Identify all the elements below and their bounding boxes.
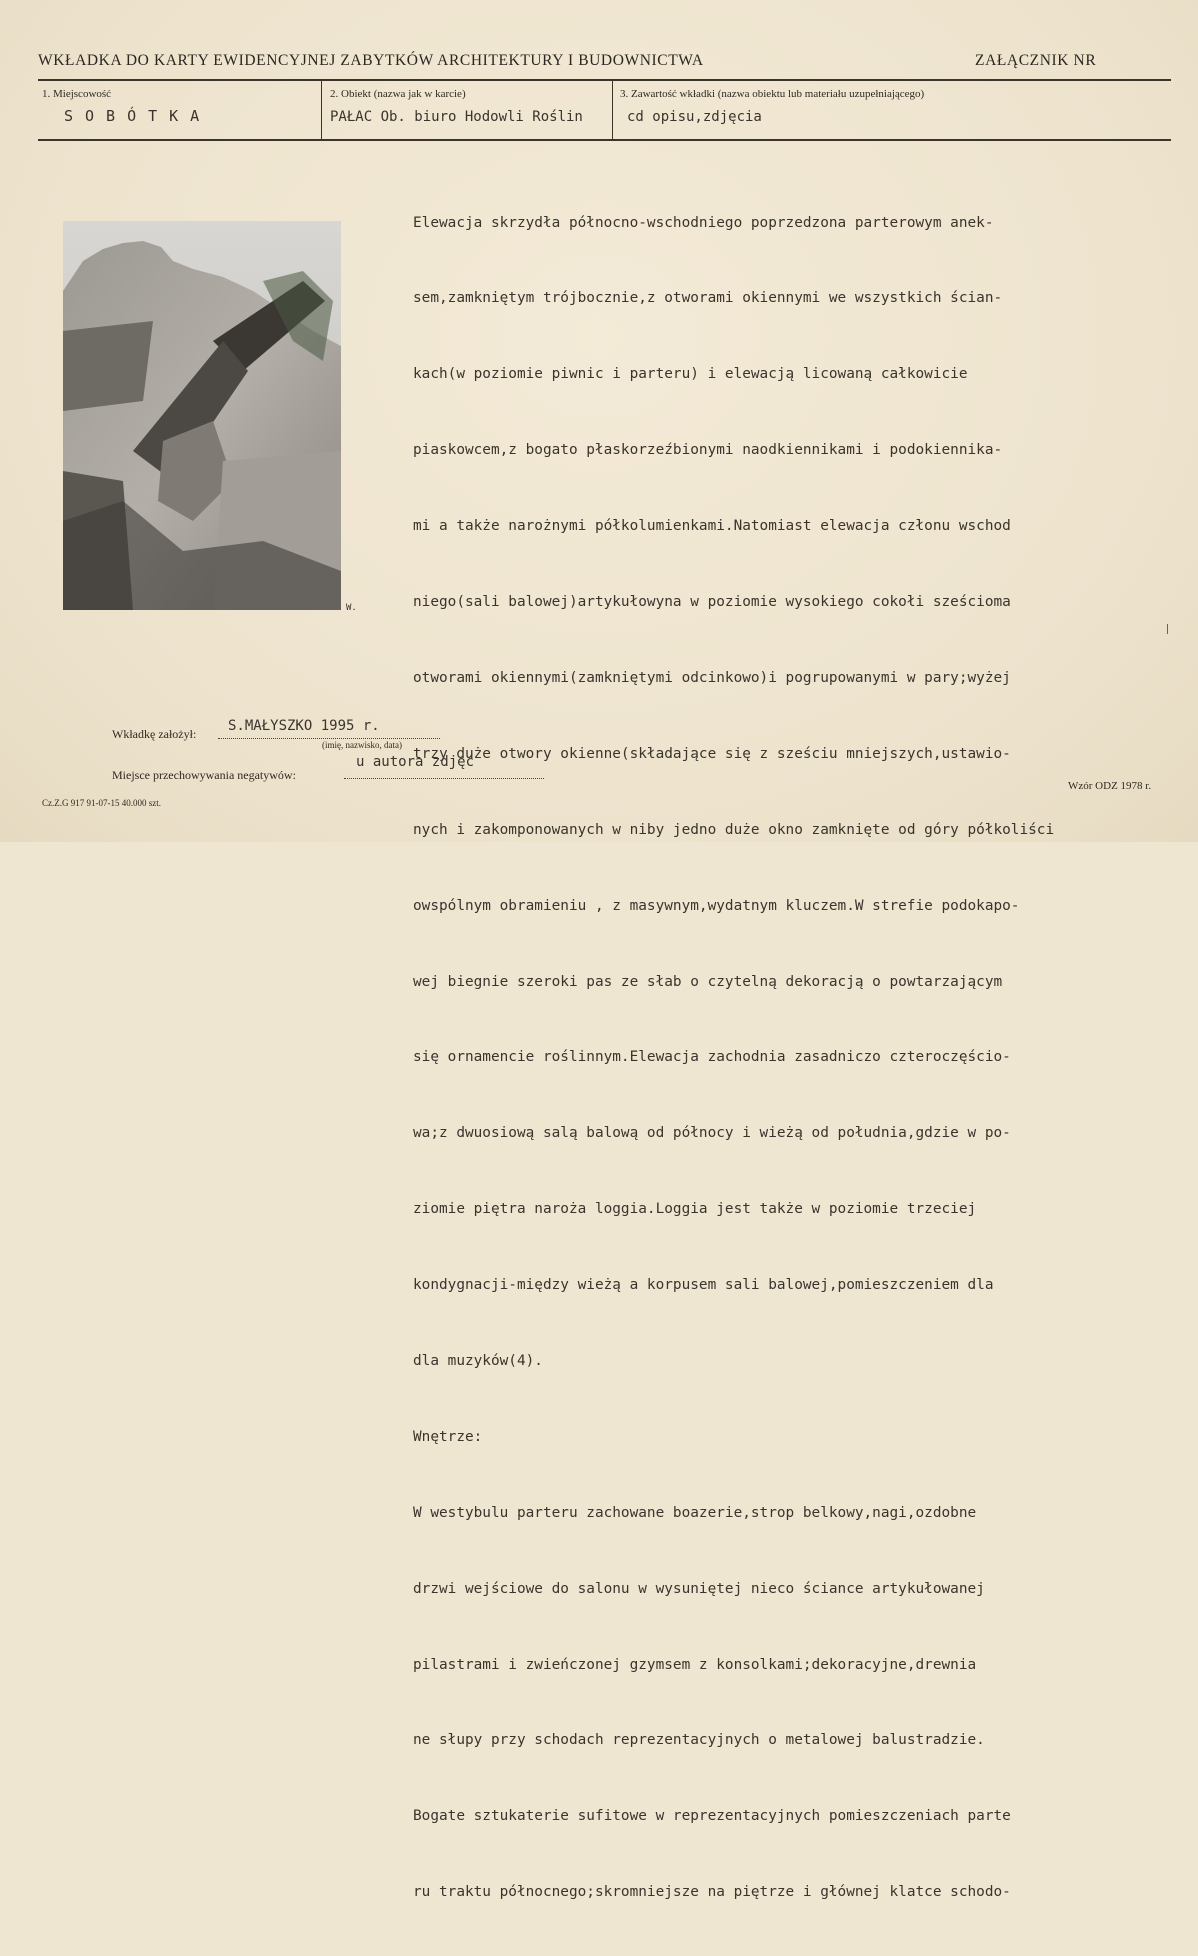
field-divider-1 bbox=[321, 81, 322, 139]
attachment-number-label: ZAŁĄCZNIK NR bbox=[975, 52, 1097, 69]
description-line: wa;z dwuosiową salą balową od północy i wieżą od południa,gdzie w po- bbox=[413, 1125, 1011, 1142]
description-line: nych i zakomponowanych w niby jedno duże okno zamknięte od góry półkoliści bbox=[413, 821, 1055, 838]
photo-mark: W. bbox=[346, 603, 357, 613]
description-line: sem,zamkniętym trójbocznie,z otworami okiennymi we wszystkich ścian- bbox=[413, 290, 1003, 307]
description-line: otworami okiennymi(zamkniętymi odcinkowo)i pogrupowanymi w pary;wyżej bbox=[413, 669, 1011, 686]
locality-value: SOBÓTKA bbox=[64, 107, 212, 125]
header-rule-bottom bbox=[38, 139, 1171, 141]
header-rule-top bbox=[38, 79, 1171, 81]
founder-dotted-line bbox=[218, 738, 440, 739]
description-line: niego(sali balowej)artykułowyna w poziomie wysokiego cokołi sześcioma bbox=[413, 594, 1011, 611]
description-line: trzy duże otwory okienne(składające się z sześciu mniejszych,ustawio- bbox=[413, 745, 1011, 762]
print-info: Cz.Z.G 917 91-07-15 40.000 szt. bbox=[42, 798, 161, 808]
description-line: drzwi wejściowe do salonu w wysuniętej nieco ściance artykułowanej bbox=[413, 1580, 985, 1597]
object-value: PAŁAC Ob. biuro Hodowli Roślin bbox=[330, 109, 583, 125]
description-line: ru traktu północnego;skromniejsze na piętrze i głównej klatce schodo- bbox=[413, 1884, 1011, 1901]
founder-hint: (imię, nazwisko, data) bbox=[322, 740, 402, 750]
description-line: ne słupy przy schodach reprezentacyjnych o metalowej balustradzie. bbox=[413, 1732, 985, 1749]
description-text bbox=[413, 160, 1133, 1956]
margin-mark bbox=[1167, 624, 1168, 634]
founder-value: S.MAŁYSZKO 1995 r. bbox=[228, 718, 380, 734]
negatives-label: Miejsce przechowywania negatywów: bbox=[112, 768, 296, 782]
building-ruin-photo bbox=[63, 221, 341, 610]
form-title: WKŁADKA DO KARTY EWIDENCYJNEJ ZABYTKÓW ARCHITEKTURY I BUDOWNICTWA bbox=[38, 52, 704, 69]
negatives-dotted-line bbox=[344, 778, 544, 779]
negatives-value: u autora zdjęć bbox=[356, 754, 475, 770]
object-label: 2. Obiekt (nazwa jak w karcie) bbox=[330, 88, 466, 100]
description-line: mi a także narożnymi półkolumienkami.Natomiast elewacja członu wschod bbox=[413, 518, 1011, 535]
description-line: piaskowcem,z bogato płaskorzeźbionymi naodkiennikami i podokiennika- bbox=[413, 442, 1003, 459]
description-line: się ornamencie roślinnym.Elewacja zachodnia zasadniczo czteroczęścio- bbox=[413, 1049, 1011, 1066]
description-line: wej biegnie szeroki pas ze słab o czytelną dekoracją o powtarzającym bbox=[413, 973, 1003, 990]
contents-value: cd opisu,zdjęcia bbox=[627, 109, 762, 125]
locality-label: 1. Miejscowość bbox=[42, 88, 112, 100]
description-line: pilastrami i zwieńczonej gzymsem z konsolkami;dekoracyjne,drewnia bbox=[413, 1656, 977, 1673]
description-line: owspólnym obramieniu , z masywnym,wydatnym kluczem.W strefie podokapo- bbox=[413, 897, 1020, 914]
description-line: kach(w poziomie piwnic i parteru) i elewacją licowaną całkowicie bbox=[413, 366, 968, 383]
founder-label: Wkładkę założył: bbox=[112, 727, 197, 741]
description-line: ziomie piętra naroża loggia.Loggia jest także w poziomie trzeciej bbox=[413, 1201, 977, 1218]
description-line: Elewacja skrzydła północno-wschodniego poprzedzona parterowym anek- bbox=[413, 214, 994, 231]
interior-heading: Wnętrze: bbox=[413, 1428, 483, 1445]
description-line: Bogate sztukaterie sufitowe w reprezentacyjnych pomieszczeniach parte bbox=[413, 1808, 1011, 1825]
contents-label: 3. Zawartość wkładki (nazwa obiektu lub materiału uzupełniającego) bbox=[620, 88, 925, 100]
form-template-id: Wzór ODZ 1978 r. bbox=[1068, 780, 1152, 792]
photo-image bbox=[63, 221, 341, 610]
field-divider-2 bbox=[612, 81, 613, 139]
description-line: W westybulu parteru zachowane boazerie,strop belkowy,nagi,ozdobne bbox=[413, 1504, 977, 1521]
description-line: dla muzyków(4). bbox=[413, 1352, 543, 1369]
description-line: kondygnacji-między wieżą a korpusem sali balowej,pomieszczeniem dla bbox=[413, 1277, 994, 1294]
